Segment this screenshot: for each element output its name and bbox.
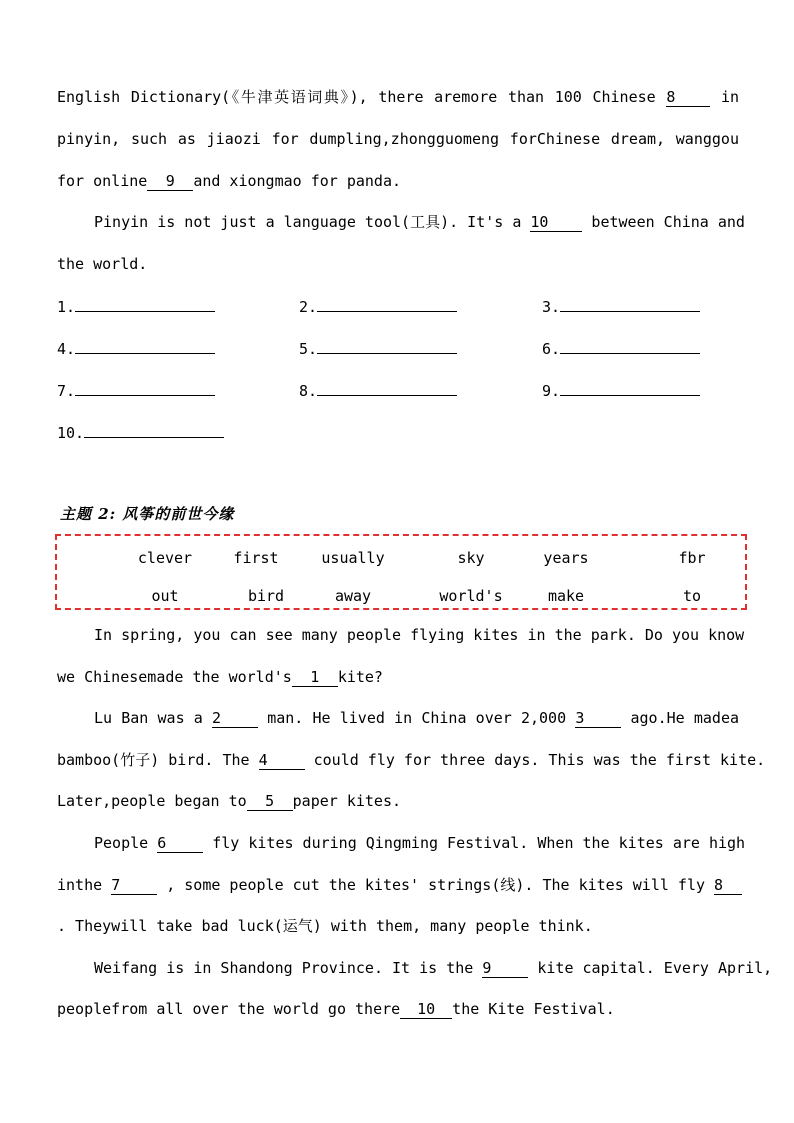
word: bird	[247, 587, 285, 605]
text: English Dictionary(《牛津英语词典》), there aremore than 100 Chinese	[57, 88, 656, 106]
text: we Chinesemade the world's	[57, 668, 292, 686]
blank-1[interactable]: 1	[292, 668, 338, 687]
answer-8[interactable]	[299, 379, 457, 401]
answer-4[interactable]	[57, 337, 215, 359]
answer-number: 7.	[57, 382, 76, 400]
blank-7[interactable]: 7	[111, 876, 157, 895]
word: first	[233, 549, 279, 567]
passage2-line5	[57, 791, 739, 811]
blank-3[interactable]: 3	[575, 709, 621, 728]
answer-number: 2.	[299, 298, 318, 316]
word: years	[543, 549, 589, 567]
blank-4[interactable]: 4	[259, 751, 305, 770]
answer-number: 5.	[299, 340, 318, 358]
text: Lu Ban was a	[94, 709, 203, 727]
answer-9[interactable]	[542, 379, 700, 401]
passage2-line8: . Theywill take bad luck(运气) with them, many people think.	[57, 917, 593, 935]
answer-line[interactable]	[560, 295, 700, 312]
answer-line[interactable]	[317, 337, 457, 354]
text: peoplefrom all over the world go there	[57, 1000, 401, 1018]
passage2-line9	[94, 958, 773, 978]
word: to	[682, 587, 702, 605]
text: between China and	[591, 213, 745, 231]
blank-8[interactable]: 8	[666, 88, 710, 107]
text: could fly for three days. This was the first kite.	[313, 751, 766, 769]
passage1-line2: pinyin, such as jiaozi for dumpling,zhongguomeng forChinese dream, wanggou	[57, 130, 739, 148]
passage2-line10	[57, 999, 739, 1019]
answer-line[interactable]	[560, 379, 700, 396]
word: make	[547, 587, 585, 605]
text: paper kites.	[292, 792, 402, 810]
passage2-line4	[57, 750, 766, 770]
answer-number: 9.	[542, 382, 561, 400]
text: ago.He madea	[630, 709, 740, 727]
answer-number: 8.	[299, 382, 318, 400]
answer-6[interactable]	[542, 337, 700, 359]
text: and xiongmao for panda.	[193, 172, 402, 190]
blank-10[interactable]: 10	[400, 1000, 452, 1019]
text: kite?	[337, 668, 383, 686]
answer-line[interactable]	[560, 337, 700, 354]
passage2-line6	[94, 833, 746, 853]
word: sky	[457, 549, 485, 567]
blank-2[interactable]: 2	[212, 709, 258, 728]
answer-line[interactable]	[75, 379, 215, 396]
answer-1[interactable]	[57, 295, 215, 317]
answer-3[interactable]	[542, 295, 700, 317]
text: Later,people began to	[57, 792, 247, 810]
answer-line[interactable]	[317, 379, 457, 396]
text: for online	[57, 172, 148, 190]
answer-number: 6.	[542, 340, 561, 358]
text: Weifang is in Shandong Province. It is the	[94, 959, 474, 977]
blank-9[interactable]: 9	[147, 172, 193, 191]
answer-line[interactable]	[75, 295, 215, 312]
passage2-line3	[94, 708, 739, 728]
text: fly kites during Qingming Festival. When the kites are high	[212, 834, 746, 852]
answer-number: 4.	[57, 340, 76, 358]
answer-line[interactable]	[75, 337, 215, 354]
answer-7[interactable]	[57, 379, 215, 401]
text: man. He lived in China over 2,000	[267, 709, 567, 727]
blank-5[interactable]: 5	[247, 792, 293, 811]
answer-2[interactable]	[299, 295, 457, 317]
blank-8[interactable]: 8	[714, 876, 742, 895]
text: , some people cut the kites' strings(线). The kites will fly	[166, 876, 706, 894]
text: the Kite Festival.	[452, 1000, 615, 1018]
passage2-line2	[57, 667, 739, 687]
word: out	[151, 587, 179, 605]
word: world's	[439, 587, 503, 605]
blank-6[interactable]: 6	[157, 834, 203, 853]
text: Pinyin is not just a language tool(工具). It's a	[94, 213, 522, 231]
word-bank	[55, 534, 747, 610]
blank-9[interactable]: 9	[482, 959, 528, 978]
passage1-line5: the world.	[57, 255, 148, 273]
passage1-line3	[57, 171, 739, 191]
answer-line[interactable]	[317, 295, 457, 312]
text: inthe	[57, 876, 103, 894]
answer-10[interactable]	[57, 421, 224, 443]
word: away	[334, 587, 372, 605]
passage1-line1	[57, 87, 739, 107]
text: kite capital. Every April,	[537, 959, 773, 977]
passage2-line1: In spring, you can see many people flying kites in the park. Do you know	[94, 626, 745, 644]
passage2-line7	[57, 875, 739, 895]
answer-number: 10.	[57, 424, 85, 442]
word: clever	[137, 549, 193, 567]
section-title: 主题 2: 风筝的前世今缘	[60, 505, 235, 523]
blank-10[interactable]: 10	[530, 213, 582, 232]
answer-5[interactable]	[299, 337, 457, 359]
word: fbr	[678, 549, 706, 567]
text: in	[720, 88, 740, 106]
answer-line[interactable]	[84, 421, 224, 438]
answer-number: 1.	[57, 298, 76, 316]
answer-number: 3.	[542, 298, 561, 316]
text: bamboo(竹子) bird. The	[57, 751, 250, 769]
text: People	[94, 834, 149, 852]
passage1-line4	[94, 212, 745, 232]
word: usually	[321, 549, 385, 567]
